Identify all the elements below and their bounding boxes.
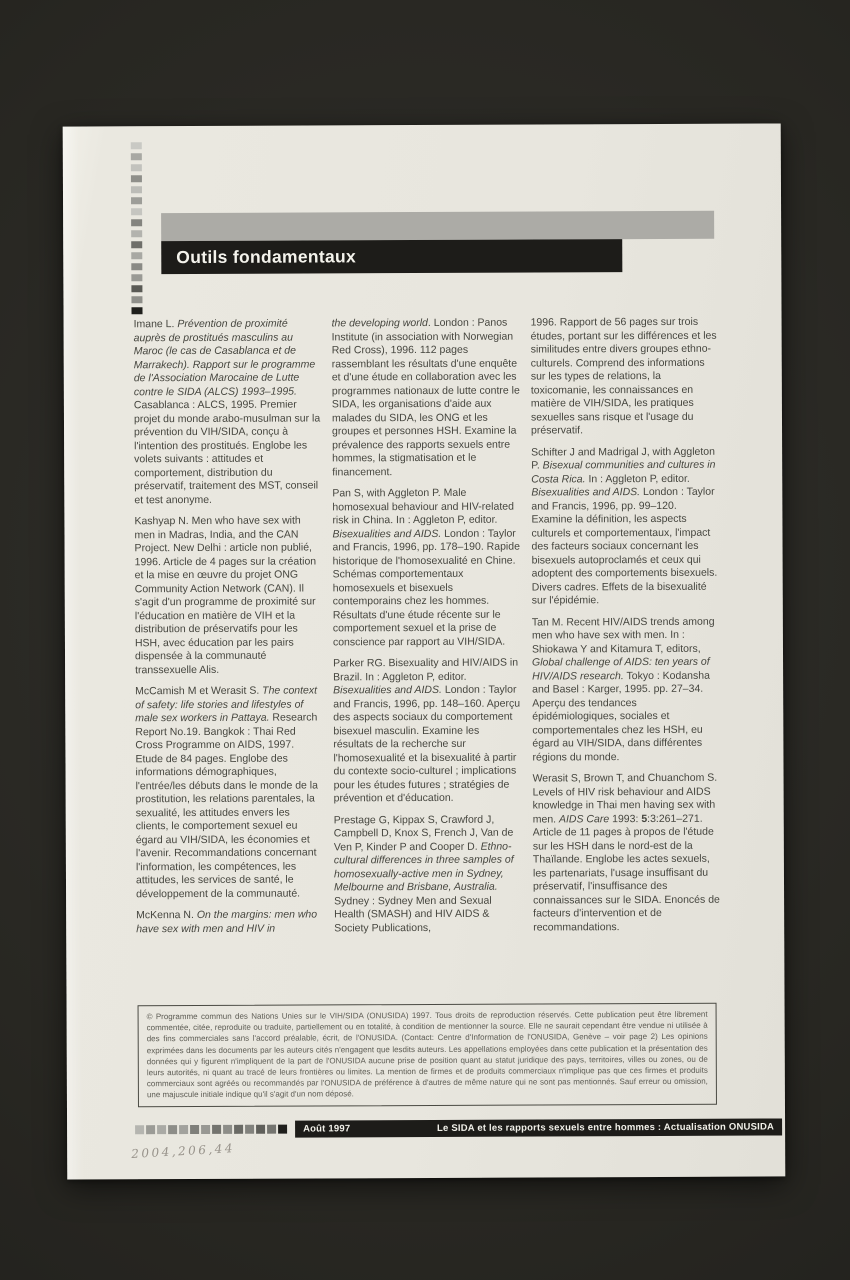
bibliography-entry: Prestage G, Kippax S, Crawford J, Campbell D, Knox S, French J, Van de Ven P, Kinder P and Cooper D. Ethno-cultural differences in three samples of homosexually-active men in Sydney, Melbourne and Brisbane, Australia. Sydney : Sydney Men and Sexual Health (SMASH) and HIV AIDS & Society Publications, xyxy=(333,813,514,934)
footer-date: Août 1997 xyxy=(303,1122,351,1135)
registration-square xyxy=(131,230,142,237)
registration-square xyxy=(135,1125,144,1134)
copyright-notice-box xyxy=(138,1003,717,1107)
registration-square xyxy=(131,208,142,215)
header-gray-bar xyxy=(161,211,714,241)
registration-marks-footer xyxy=(135,1124,289,1134)
document-page xyxy=(63,123,786,1179)
registration-square xyxy=(157,1125,166,1134)
column-3 xyxy=(531,316,722,943)
registration-square xyxy=(234,1124,243,1133)
registration-square xyxy=(131,274,142,281)
bibliography-entry: Kashyap N. Men who have sex with men in Madras, India, and the CAN Project. New Delhi : article non publié, 1996. Article de 4 pages sur la création et la mise en œuvre du projet ONG Community Action Network (CAN). Il s'agit d'un programme de proximité sur l'éducation en matière de VIH et la distribution de préservatifs pour les HSH, avec éducation par les pairs dispensée à la communauté transsexuelle Alis. xyxy=(134,514,317,676)
registration-square xyxy=(179,1125,188,1134)
section-header-bar xyxy=(161,239,622,274)
registration-square xyxy=(131,285,142,292)
registration-square xyxy=(267,1124,276,1133)
registration-square xyxy=(256,1124,265,1133)
registration-marks-left xyxy=(131,142,144,318)
bibliography-entry: Imane L. Prévention de proximité auprès de prostitués masculins au Maroc (le cas de Casablanca et de Marrakech). Rapport sur le programme de l'Association Marocaine de Lutte contre le SIDA (ALCS) 1993–1995. Casablanca : ALCS, 1995. Premier projet du monde arabo-musulman sur la prévention du VIH/SIDA, conçu à l'intention des prostitués. Englobe les volets suivants : attitudes et comportement, distribution du préservatif, traitement des MST, conseil et test anonyme. xyxy=(133,317,321,506)
bibliography-entry: Werasit S, Brown T, and Chuanchom S. Levels of HIV risk behaviour and AIDS knowledge in Thai men having sex with men. AIDS Care 1993: 5:3:261–271. Article de 11 pages à propos de l'étude sur les HSH dans le nord-est de la Thaïlande. Englobe les actes sexuels, les partenariats, l'usage insuffisant du préservatif, l'insuffisance des connaissances sur le SIDA. Enoncés de facteurs d'intervention et de recommandations. xyxy=(532,771,720,934)
registration-square xyxy=(223,1124,232,1133)
page-footer xyxy=(135,1117,782,1138)
registration-square xyxy=(131,197,142,204)
registration-square xyxy=(131,175,142,182)
column-1 xyxy=(134,317,325,944)
registration-square xyxy=(131,241,142,248)
registration-square xyxy=(146,1125,155,1134)
registration-square xyxy=(190,1124,199,1133)
bibliography-entry: McCamish M et Werasit S. The context of safety: life stories and lifestyles of male sex workers in Pattaya. Research Report No.19. Bangkok : Thai Red Cross Programme on AIDS, 1997. Etude de 84 pages. Englobe des informations démographiques, l'entrée/les débuts dans le monde de la prostitution, les relations parentales, la sexualité, les attitudes envers les clients, le comportement sexuel eu égard au VIH/SIDA, les économies et l'avenir. Recommandations concernant l'information, les compétences, les attitudes, les services de santé, le développement de la communauté. xyxy=(135,684,318,900)
bibliography-entry: McKenna N. On the margins: men who have sex with men and HIV in xyxy=(136,908,318,935)
registration-square xyxy=(278,1124,287,1133)
registration-square xyxy=(131,153,142,160)
footer-edition-title: Le SIDA et les rapports sexuels entre hommes : Actualisation ONUSIDA xyxy=(437,1120,775,1134)
registration-square xyxy=(131,263,142,270)
registration-square xyxy=(131,307,142,314)
registration-square xyxy=(168,1125,177,1134)
bibliography-entry: Pan S, with Aggleton P. Male homosexual behaviour and HIV-related risk in China. In : Aggleton P, editor. Bisexualities and AIDS. London : Taylor and Francis, 1996, pp. 178–190. Rapide historique de l'homosexualité en Chine. Schémas comportementaux homosexuels et bisexuels contemporains chez les hommes. Résultats d'une étude récente sur le comportement sexuel et la prise de conscience par rapport au VIH/SIDA. xyxy=(332,486,520,648)
bibliography-entry: Schifter J and Madrigal J, with Aggleton P. Bisexual communities and cultures in Costa Rica. In : Aggleton P, editor. Bisexualities and AIDS. London : Taylor and Francis, 1996, pp. 99–120. Examine la définition, les aspects culturels et comportementaux, l'impact des facteurs sociaux concernant les bisexuels autoproclamés et ceux qui adoptent des comportements bisexuels. Divers cadres. Effets de la bisexualité sur l'épidémie. xyxy=(531,445,718,607)
column-2 xyxy=(332,317,523,944)
registration-square xyxy=(131,186,142,193)
bibliography-entry: the developing world. London : Panos Institute (in association with Norwegian Red Cross), 1996. 112 pages rassemblant les résultats d'une enquête et d'une étude en collaboration avec les programmes nationaux de lutte contre le SIDA, les organisations d'aide aux malades du SIDA, les ONG et les groupes et personnes HSH. Examine la prévalence des rapports sexuels entre hommes, la stigmatisation et le financement. xyxy=(331,316,520,478)
footer-bar xyxy=(295,1118,782,1137)
handwritten-accession-number: 2004,206,44 xyxy=(130,1141,236,1161)
registration-square xyxy=(131,219,142,226)
registration-square xyxy=(212,1124,221,1133)
bibliography-entry: Parker RG. Bisexuality and HIV/AIDS in Brazil. In : Aggleton P, editor. Bisexualities and AIDS. London : Taylor and Francis, 1996, pp. 148–160. Aperçu des aspects sociaux du comportement bisexuel masculin. Examine les résultats de la recherche sur l'homosexualité et la bisexualité à partir du contexte socio-culturel ; implications pour les études futures ; stratégies de prévention et d'éducation. xyxy=(333,656,521,805)
registration-square xyxy=(131,296,142,303)
bibliography-entry: 1996. Rapport de 56 pages sur trois études, portant sur les différences et les similitudes entre divers groupes ethno-culturels. Comprend des informations sur les types de relations, la toxicomanie, les connaissances en matière de VIH/SIDA, les pratiques sexuelles sans risque et l'usage du préservatif. xyxy=(530,315,717,437)
bibliography-columns xyxy=(64,315,785,1006)
registration-square xyxy=(131,252,142,259)
copyright-text: © Programme commun des Nations Unies sur le VIH/SIDA (ONUSIDA) 1997. Tous droits de reproduction réservés. Cette publication peut être librement commentée, citée, reproduite ou traduite, partiellement ou en totalité, à condition de mentionner la source. Elle ne saurait cependant être vendue ni utilisée à des fins commerciales sans l'accord préalable, écrit, de l'ONUSIDA. (Contact: Centre d'Information de l'ONUSIDA, Genève – voir page 2) Les opinions exprimées dans les documents par les auteurs cités n'engagent que lesdits auteurs. Les appellations employées dans cette publication et la présentation des données qui y figurent n'impliquent de la part de l'ONUSIDA aucune prise de position quant au statut juridique des pays, territoires, villes ou zones, ou de leurs autorités, ni quant au tracé de leurs frontières ou limites. La mention de firmes et de produits commerciaux n'implique pas que ces firmes et produits commerciaux sont agréés ou recommandés par l'ONUSIDA de préférence à d'autres de même nature qui ne sont pas mentionnés. Sauf erreur ou omission, une majuscule initiale indique qu'il s'agit d'un nom déposé. xyxy=(146,1009,708,1100)
registration-square xyxy=(131,164,142,171)
registration-square xyxy=(201,1124,210,1133)
registration-square xyxy=(131,142,142,149)
bibliography-entry: Tan M. Recent HIV/AIDS trends among men who have sex with men. In : Shiokawa Y and Kitamura T, editors, Global challenge of AIDS: ten years of HIV/AIDS research. Tokyo : Kodansha and Basel : Karger, 1995. pp. 27–34. Aperçu des tendances épidémiologiques, sociales et comportementales chez les HSH, eu égard au VIH/SIDA, dans différentes régions du monde. xyxy=(531,615,715,764)
registration-square xyxy=(245,1124,254,1133)
section-title: Outils fondamentaux xyxy=(176,246,357,268)
